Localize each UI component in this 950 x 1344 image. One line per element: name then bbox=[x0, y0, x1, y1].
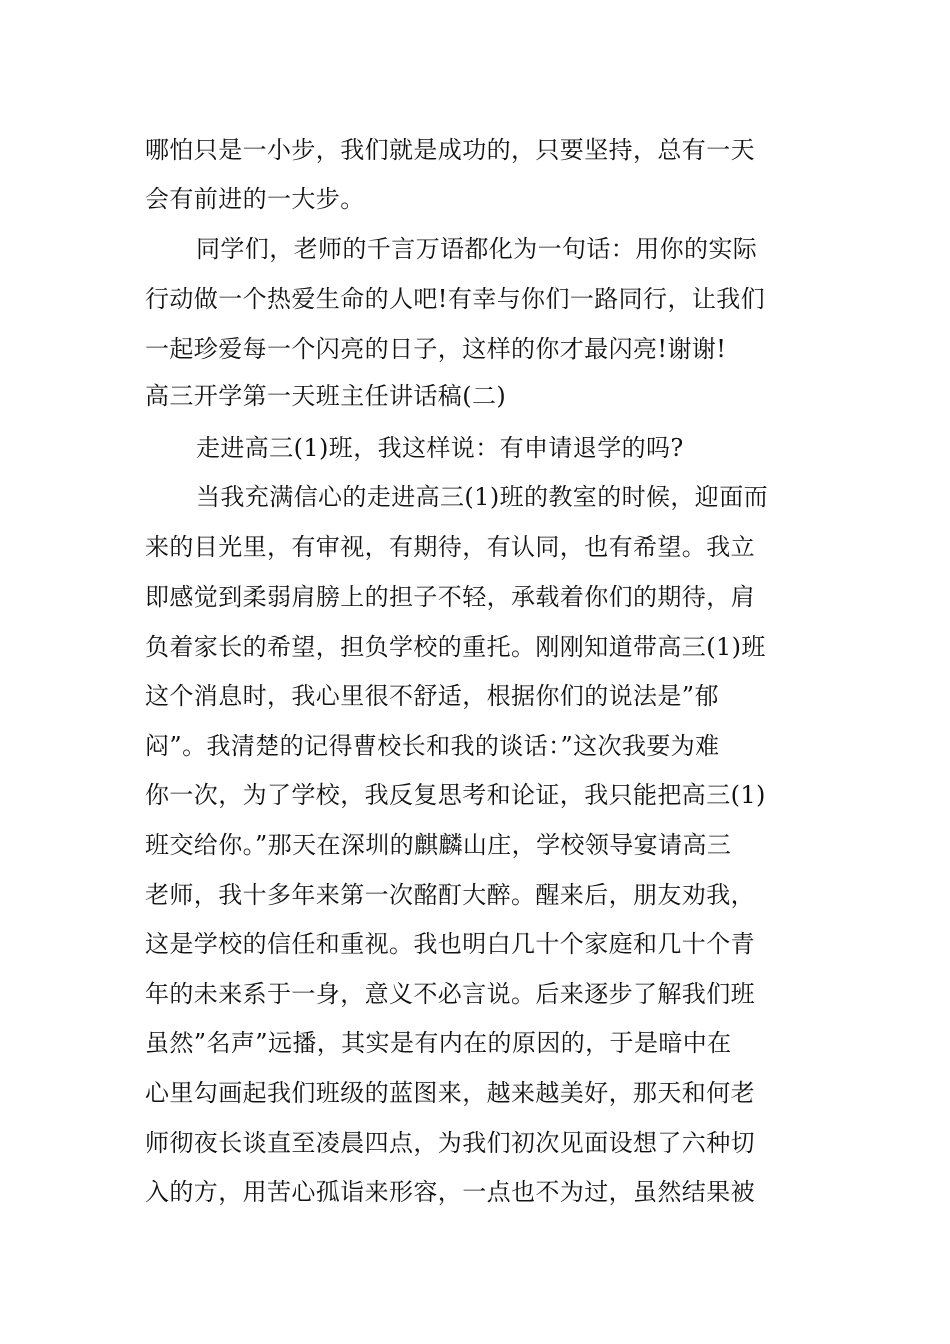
text-line: 来的目光里，有审视，有期待，有认同，也有希望。我立 bbox=[145, 533, 755, 561]
text-line: 行动做一个热爱生命的人吧!有幸与你们一路同行，让我们 bbox=[145, 285, 766, 313]
text-line: 哪怕只是一小步，我们就是成功的，只要坚持，总有一天 bbox=[145, 136, 755, 164]
paragraph-start-line: 走进高三(1)班，我这样说：有申请退学的吗? bbox=[196, 434, 684, 462]
text-line: 入的方，用苦心孤诣来形容，一点也不为过，虽然结果被 bbox=[145, 1178, 755, 1206]
text-line: 老师，我十多年来第一次酩酊大醉。醒来后，朋友劝我， bbox=[145, 881, 755, 909]
text-line: 闷”。我清楚的记得曹校长和我的谈话：”这次我要为难 bbox=[145, 732, 720, 760]
text-line: 会有前进的一大步。 bbox=[145, 185, 365, 213]
text-line: 你一次，为了学校，我反复思考和论证，我只能把高三(1) bbox=[145, 781, 766, 809]
text-line: 即感觉到柔弱肩膀上的担子不轻，承载着你们的期待，肩 bbox=[145, 583, 755, 611]
text-line: 这个消息时，我心里很不舒适，根据你们的说法是”郁 bbox=[145, 682, 719, 710]
text-line: 这是学校的信任和重视。我也明白几十个家庭和几十个青 bbox=[145, 930, 755, 958]
text-line: 虽然”名声”远播，其实是有内在的原因的，于是暗中在 bbox=[145, 1029, 732, 1057]
section-heading: 高三开学第一天班主任讲话稿(二) bbox=[145, 382, 507, 410]
text-line: 师彻夜长谈直至凌晨四点，为我们初次见面设想了六种切 bbox=[145, 1129, 755, 1157]
text-line: 年的未来系于一身，意义不必言说。后来逐步了解我们班 bbox=[145, 980, 755, 1008]
text-line: 负着家长的希望，担负学校的重托。刚刚知道带高三(1)班 bbox=[145, 633, 766, 661]
paragraph-start-line: 同学们，老师的千言万语都化为一句话：用你的实际 bbox=[196, 235, 758, 263]
text-line: 心里勾画起我们班级的蓝图来，越来越美好，那天和何老 bbox=[145, 1079, 755, 1107]
text-line: 班交给你。”那天在深圳的麒麟山庄，学校领导宴请高三 bbox=[145, 831, 732, 859]
text-line: 一起珍爱每一个闪亮的日子，这样的你才最闪亮!谢谢! bbox=[145, 335, 727, 363]
paragraph-start-line: 当我充满信心的走进高三(1)班的教室的时候，迎面而 bbox=[196, 483, 768, 511]
